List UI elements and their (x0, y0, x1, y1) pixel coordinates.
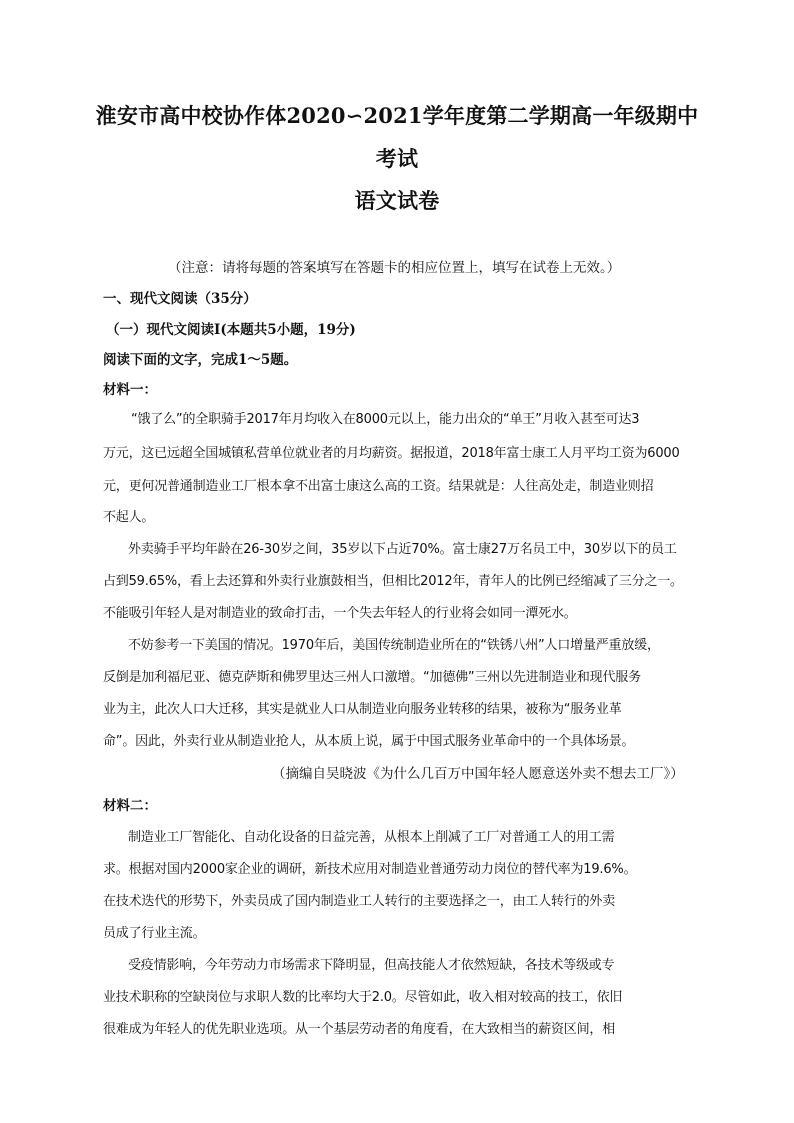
paragraph-line: 元，更何况普通制造业工厂根本拿不出富士康这么高的工资。结果就是：人往高处走，制造业则招 (103, 479, 654, 494)
paragraph-line: 万元，这已远超全国城镇私营单位就业者的月均薪资。据报道，2018年富士康工人月平均工资为6000 (103, 446, 680, 461)
paragraph-line: 员成了行业主流。 (103, 926, 206, 941)
paragraph-line: “饿了么”的全职骑手2017年月均收入在8000元以上，能力出众的“单王”月收入甚至可达3 (131, 412, 640, 427)
paragraph-line: 受疫情影响，今年劳动力市场需求下降明显，但高技能人才依然短缺，各技术等级或专 (128, 958, 615, 973)
paragraph-line: 很难成为年轻人的优先职业选项。从一个基层劳动者的角度看，在大致相当的薪资区间，相 (103, 1022, 616, 1037)
paragraph-line: 求。根据对国内2000家企业的调研，新技术应用对制造业普通劳动力岗位的替代率为19.6%。 (103, 862, 637, 877)
paragraph-line: 不妨参考一下美国的情况。1970年后，美国传统制造业所在的“铁锈八州”人口增量严重放缓， (128, 638, 660, 653)
exam-subject-title: 语文试卷 (354, 188, 440, 213)
paragraph-line: 不起人。 (103, 510, 155, 525)
paragraph-line: 占到59.65%，看上去还算和外卖行业旗鼓相当，但相比2012年，青年人的比例已经缩减了三分之一。 (103, 574, 683, 589)
paragraph-line: 不能吸引年轻人是对制造业的致命打击，一个失去年轻人的行业将会如同一潭死水。 (103, 606, 577, 621)
exam-note: （注意：请将每题的答案填写在答题卡的相应位置上，填写在试卷上无效。） (168, 260, 621, 276)
paragraph-line: 外卖骑手平均年龄在26-30岁之间，35岁以下占近70%。富士康27万名员工中，30岁以下的员工 (128, 542, 677, 557)
paragraph-line: 在技术迭代的形势下，外卖员成了国内制造业工人转行的主要选择之一，由工人转行的外卖 (103, 894, 616, 909)
sub-section-heading: （一）现代文阅读Ⅰ(本题共5小题，19分) (106, 322, 356, 338)
paragraph-line: 制造业工厂智能化、自动化设备的日益完善，从根本上削减了工厂对普通工人的用工需 (128, 830, 615, 845)
reading-instruction: 阅读下面的文字，完成1～5题。 (103, 352, 298, 368)
material-one-source: （摘编自吴晓波《为什么几百万中国年轻人愿意送外卖不想去工厂》） (272, 766, 684, 782)
paragraph-line: 命”。因此，外卖行业从制造业抢人，从本质上说，属于中国式服务业革命中的一个具体场景。 (103, 734, 635, 749)
material-one-label: 材料一： (103, 382, 157, 398)
exam-title-line-2: 考试 (375, 146, 419, 171)
paragraph-line: 业技术职称的空缺岗位与求职人数的比率均大于2.0。尽管如此，收入相对较高的技工，依旧 (103, 990, 623, 1005)
paragraph-line: 反倒是加利福尼亚、德克萨斯和佛罗里达三州人口激增。“加德佛”三州以先进制造业和现代服务 (103, 670, 641, 685)
paragraph-line: 业为主，此次人口大迁移，其实是就业人口从制造业向服务业转移的结果，被称为“服务业革 (103, 702, 622, 717)
exam-title-line-1: 淮安市高中校协作体2020∽2021学年度第二学期高一年级期中 (95, 103, 699, 128)
section-heading: 一、现代文阅读（35分） (103, 291, 257, 307)
material-two-label: 材料二： (103, 798, 157, 814)
